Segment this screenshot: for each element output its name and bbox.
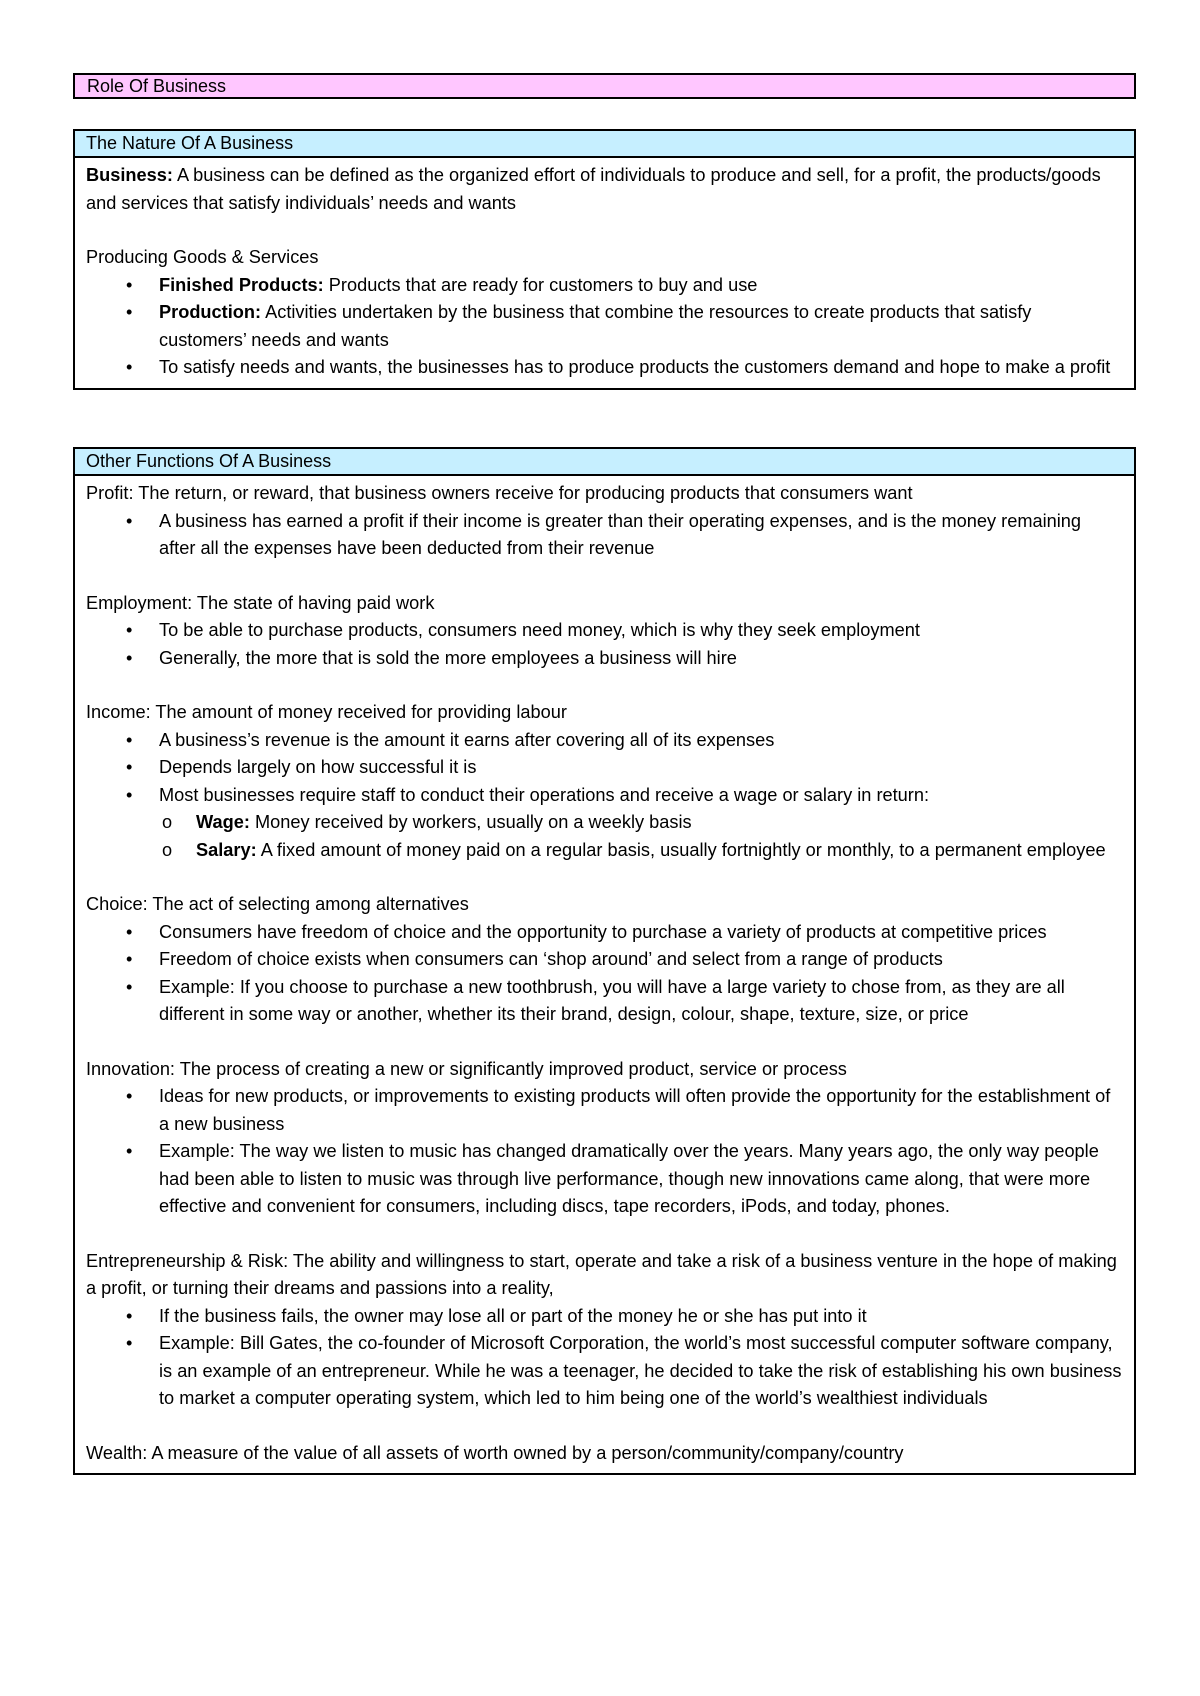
list-item: • Consumers have freedom of choice and the opportunity to purchase a variety of products at competitive prices	[86, 919, 1122, 947]
section-heading: The Nature Of A Business	[75, 131, 1134, 158]
employment-definition: Employment: The state of having paid work	[86, 592, 435, 613]
business-definition	[86, 162, 1122, 217]
sub-list	[86, 809, 1122, 864]
term-label: Production:	[159, 302, 262, 322]
bullet-list	[86, 508, 1122, 563]
wealth-definition: Wealth: A measure of the value of all assets of worth owned by a person/community/company/country	[86, 1442, 904, 1463]
section-body	[75, 476, 1134, 1473]
sub-list-item	[86, 837, 1122, 865]
item-text: Money received by workers, usually on a weekly basis	[249, 812, 692, 832]
list-item	[86, 272, 1122, 300]
item-text: To satisfy needs and wants, the businesses has to produce products the customers demand and hope to make a profit	[159, 357, 1111, 377]
list-item: • Ideas for new products, or improvements to existing products will often provide the opportunity for the establishment of a new business	[86, 1083, 1122, 1138]
section-heading: Other Functions Of A Business	[75, 449, 1134, 476]
bullet-list	[86, 1303, 1122, 1413]
choice-definition: Choice: The act of selecting among alternatives	[86, 894, 469, 914]
term-label: Business:	[86, 165, 173, 185]
bullet-list	[86, 617, 1122, 672]
list-item: • Example: The way we listen to music has changed dramatically over the years. Many years ago, the only way people had been able to listen to music was through live performance, though new innovations came along, that were more effective and convenient for consumers, including discs, tape recorders, iPods, and today, phones.	[86, 1138, 1122, 1221]
sub-list-item	[86, 809, 1122, 837]
subheading: Producing Goods & Services	[86, 247, 319, 267]
item-text: A fixed amount of money paid on a regular basis, usually fortnightly or monthly, to a permanent employee	[256, 839, 1106, 860]
profit-definition: Profit: The return, or reward, that business owners receive for producing products that consumers want	[86, 483, 913, 503]
list-item: • Example: If you choose to purchase a new toothbrush, you will have a large variety to chose from, as they are all different in some way or another, whether its their brand, design, colour, shape, texture, size, or price	[86, 974, 1122, 1029]
term-label: Wage:	[196, 812, 250, 832]
list-item: • Most businesses require staff to conduct their operations and receive a wage or salary in return:	[86, 782, 1122, 810]
bullet-list	[86, 919, 1122, 1029]
innovation-definition: Innovation: The process of creating a new or significantly improved product, service or process	[86, 1058, 847, 1079]
bullet-list	[86, 727, 1122, 810]
list-item: • Generally, the more that is sold the more employees a business will hire	[86, 645, 1122, 673]
section-other-functions	[73, 447, 1136, 1475]
list-item: • A business’s revenue is the amount it earns after covering all of its expenses	[86, 727, 1122, 755]
item-text: Activities undertaken by the business that combine the resources to create products that satisfy customers’ needs and wants	[159, 302, 1032, 350]
page-title: Role Of Business	[73, 73, 1136, 99]
income-definition: Income: The amount of money received for providing labour	[86, 702, 567, 722]
item-text: Products that are ready for customers to buy and use	[323, 274, 758, 295]
list-item: • Depends largely on how successful it is	[86, 754, 1122, 782]
list-item: • Example: Bill Gates, the co-founder of Microsoft Corporation, the world’s most successful computer software company, is an example of an entrepreneur. While he was a teenager, he decided to take the risk of establishing his own business to market a computer operating system, which led to him being one of the world’s wealthiest individuals	[86, 1330, 1122, 1413]
section-nature-of-business	[73, 129, 1136, 390]
definition-text: A business can be defined as the organized effort of individuals to produce and sell, for a profit, the products/goods and services that satisfy individuals’ needs and wants	[86, 165, 1101, 213]
entrepreneurship-definition: Entrepreneurship & Risk: The ability and willingness to start, operate and take a risk of a business venture in the hope of making a profit, or turning their dreams and passions into a reality,	[86, 1250, 1117, 1298]
list-item: • Freedom of choice exists when consumers can ‘shop around’ and select from a range of products	[86, 946, 1122, 974]
term-label: Finished Products:	[159, 274, 324, 295]
bullet-list	[86, 272, 1122, 382]
list-item: • A business has earned a profit if their income is greater than their operating expenses, and is the money remaining after all the expenses have been deducted from their revenue	[86, 508, 1122, 563]
list-item	[86, 354, 1122, 382]
list-item: • To be able to purchase products, consumers need money, which is why they seek employment	[86, 617, 1122, 645]
section-body	[75, 158, 1134, 388]
bullet-list	[86, 1083, 1122, 1221]
list-item	[86, 299, 1122, 354]
list-item: • If the business fails, the owner may lose all or part of the money he or she has put into it	[86, 1303, 1122, 1331]
term-label: Salary:	[196, 839, 257, 860]
